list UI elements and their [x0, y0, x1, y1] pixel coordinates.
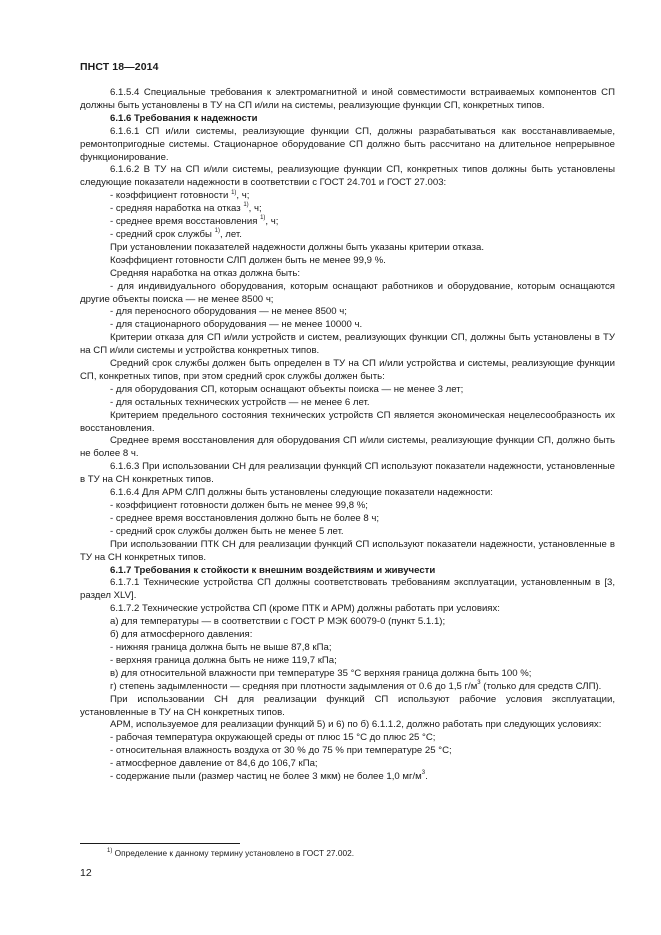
- paragraph-arm-dust: [80, 771, 615, 784]
- paragraph-6-1-5-4: 6.1.5.4 Специальные требования к электромагнитной и иной совместимости встраиваемых компонентов СП должны быть установлены в ТУ на СП и/или на системы, реализующие функции СП, конкретных типов.: [80, 87, 615, 111]
- paragraph-arm-pressure: - атмосферное давление от 84,6 до 106,7 кПа;: [110, 758, 318, 770]
- footnote-text: Определение к данному термину установлено в ГОСТ 27.002.: [112, 848, 355, 858]
- paragraph-mtbf-individual: - для индивидуального оборудования, которым оснащают работников и оборудование, которым оснащаются другие объекты поиска — не менее 8500 ч;: [80, 280, 615, 305]
- dust-tail: .: [425, 771, 428, 783]
- list-item-unit: , ч;: [248, 203, 262, 215]
- paragraph-slp-availability: Коэффициент готовности СЛП должен быть не менее 99,9 %.: [110, 254, 386, 266]
- list-item-text: - средний срок службы: [110, 228, 215, 240]
- paragraph-6-1-6-2: 6.1.6.2 В ТУ на СП и/или системы, реализующие функции СП, конкретных типов должны быть установлены следующие показатели надежности в соответствии с ГОСТ 24.701 и ГОСТ 27.003:: [80, 164, 615, 189]
- condition-g-text: г) степень задымленности — средняя при плотности задымления от 0.6 до 1,5 г/м: [110, 680, 478, 692]
- footnote-ref: 1): [243, 202, 249, 209]
- list-item-text: - средняя наработка на отказ: [110, 203, 244, 215]
- footnote-mark: 1): [107, 847, 113, 854]
- list-item-text: - коэффициент готовности: [110, 190, 232, 202]
- list-item-mttr: [80, 216, 615, 229]
- paragraph-mtbf-portable: - для переносного оборудования — не менее 8500 ч;: [110, 306, 347, 318]
- paragraph-condition-b: б) для атмосферного давления:: [110, 629, 253, 641]
- paragraph-arm-mttr: - среднее время восстановления должно быть не более 8 ч;: [110, 512, 380, 524]
- paragraph-6-1-6-4: 6.1.6.4 Для АРМ СЛП должны быть установлены следующие показатели надежности:: [110, 487, 493, 499]
- superscript: 3: [477, 680, 481, 686]
- paragraph-limit-state: Критерием предельного состояния технических устройств СП является экономическая нецелесообразность их восстановления.: [80, 409, 615, 434]
- paragraph-pressure-high: - верхняя граница должна быть не ниже 119,7 кПа;: [110, 654, 337, 666]
- paragraph-service-life-2: - для остальных технических устройств — не менее 6 лет.: [110, 396, 370, 408]
- paragraph-arm-humidity: - относительная влажность воздуха от 30 % до 75 % при температуре 25 °С;: [110, 745, 452, 757]
- footnote-ref: 1): [214, 228, 220, 235]
- footnote: [107, 848, 354, 859]
- paragraph-sn-conditions: При использовании СН для реализации функций СП используют рабочие условия эксплуатации, установленные в ТУ на СН конкретных типов.: [80, 693, 615, 718]
- paragraph-condition-v: в) для относительной влажности при температуре 35 °С верхняя граница должна быть 100 %;: [110, 667, 532, 679]
- paragraph-arm-conditions: АРМ, используемое для реализации функций 5) и 6) по б) 6.1.1.2, должно работать при следующих условиях:: [110, 719, 602, 731]
- dust-text: - содержание пыли (размер частиц не более 3 мкм) не более 1,0 мг/м: [110, 771, 422, 783]
- list-item-unit: , лет.: [219, 228, 242, 240]
- paragraph-6-1-7-2: 6.1.7.2 Технические устройства СП (кроме ПТК и АРМ) должны работать при условиях:: [110, 603, 500, 615]
- paragraph-6-1-6-1: 6.1.6.1 СП и/или системы, реализующие функции СП, должны разрабатываться как восстанавливаемые, ремонтопригодные системы. Стационарное оборудование СП должно быть рассчитано на длительное непрерывное функционирование.: [80, 125, 615, 163]
- list-item-unit: , ч;: [265, 216, 279, 228]
- paragraph-pressure-low: - нижняя граница должна быть не выше 87,8 кПа;: [110, 641, 332, 653]
- footnote-ref: 1): [231, 189, 237, 196]
- paragraph-condition-a: а) для температуры — в соответствии с ГОСТ Р МЭК 60079-0 (пункт 5.1.1);: [110, 616, 446, 628]
- paragraph-mtbf-stationary: - для стационарного оборудования — не менее 10000 ч.: [110, 319, 363, 331]
- document-id-header: ПНСТ 18—2014: [80, 61, 159, 73]
- paragraph-arm-availability: - коэффициент готовности должен быть не менее 99,8 %;: [110, 500, 368, 511]
- paragraph-mtbf-intro: Средняя наработка на отказ должна быть:: [110, 267, 301, 279]
- list-item-service-life: [80, 229, 615, 242]
- paragraph-6-1-7-1: 6.1.7.1 Технические устройства СП должны соответствовать требованиям эксплуатации, установленным в [3, раздел XLV].: [80, 577, 615, 602]
- superscript: 3: [421, 770, 426, 777]
- page-body: [80, 87, 615, 784]
- list-item-text: - среднее время восстановления: [110, 216, 261, 228]
- paragraph-service-life-1: - для оборудования СП, которым оснащают объекты поиска — не менее 3 лет;: [110, 383, 464, 395]
- paragraph-service-life-intro: Средний срок службы должен быть определен в ТУ на СП и/или устройства и системы, реализующие функции СП, конкретных типов, при этом средний срок службы должен быть:: [80, 358, 615, 382]
- paragraph-arm-life: - средний срок службы должен быть не менее 5 лет.: [110, 525, 344, 537]
- heading-6-1-6: 6.1.6 Требования к надежности: [110, 112, 258, 124]
- paragraph-ptk: При использовании ПТК СН для реализации функций СП используют показатели надежности, установленные в ТУ на СН конкретных типов.: [80, 538, 615, 563]
- paragraph-6-1-6-3: 6.1.6.3 При использовании СН для реализации функций СП используют показатели надежности, установленные в ТУ на СН конкретных типов.: [80, 461, 615, 486]
- paragraph-condition-g: [80, 681, 615, 694]
- paragraph-failure-criteria-note: При установлении показателей надежности должны быть указаны критерии отказа.: [110, 241, 485, 253]
- list-item-mtbf: [80, 203, 615, 216]
- paragraph-failure-criteria: Критерии отказа для СП и/или устройств и систем, реализующих функции СП, должны быть установлены в ТУ на СП и/или системы и устройства конкретных типов.: [80, 332, 615, 357]
- page-number: 12: [80, 867, 92, 879]
- list-item-unit: , ч;: [236, 190, 250, 202]
- list-item-availability: [80, 190, 615, 203]
- footnote-ref: 1): [260, 215, 266, 222]
- paragraph-mttr: Среднее время восстановления для оборудования СП и/или системы, реализующие функции СП, должно быть не более 8 ч.: [80, 435, 615, 460]
- condition-g-tail: (только для средств СЛП).: [480, 680, 602, 692]
- paragraph-arm-temp: - рабочая температура окружающей среды от плюс 15 °С до плюс 25 °С;: [110, 732, 436, 744]
- heading-6-1-7: 6.1.7 Требования к стойкости к внешним воздействиям и живучести: [110, 564, 436, 576]
- footnote-separator: [80, 843, 240, 844]
